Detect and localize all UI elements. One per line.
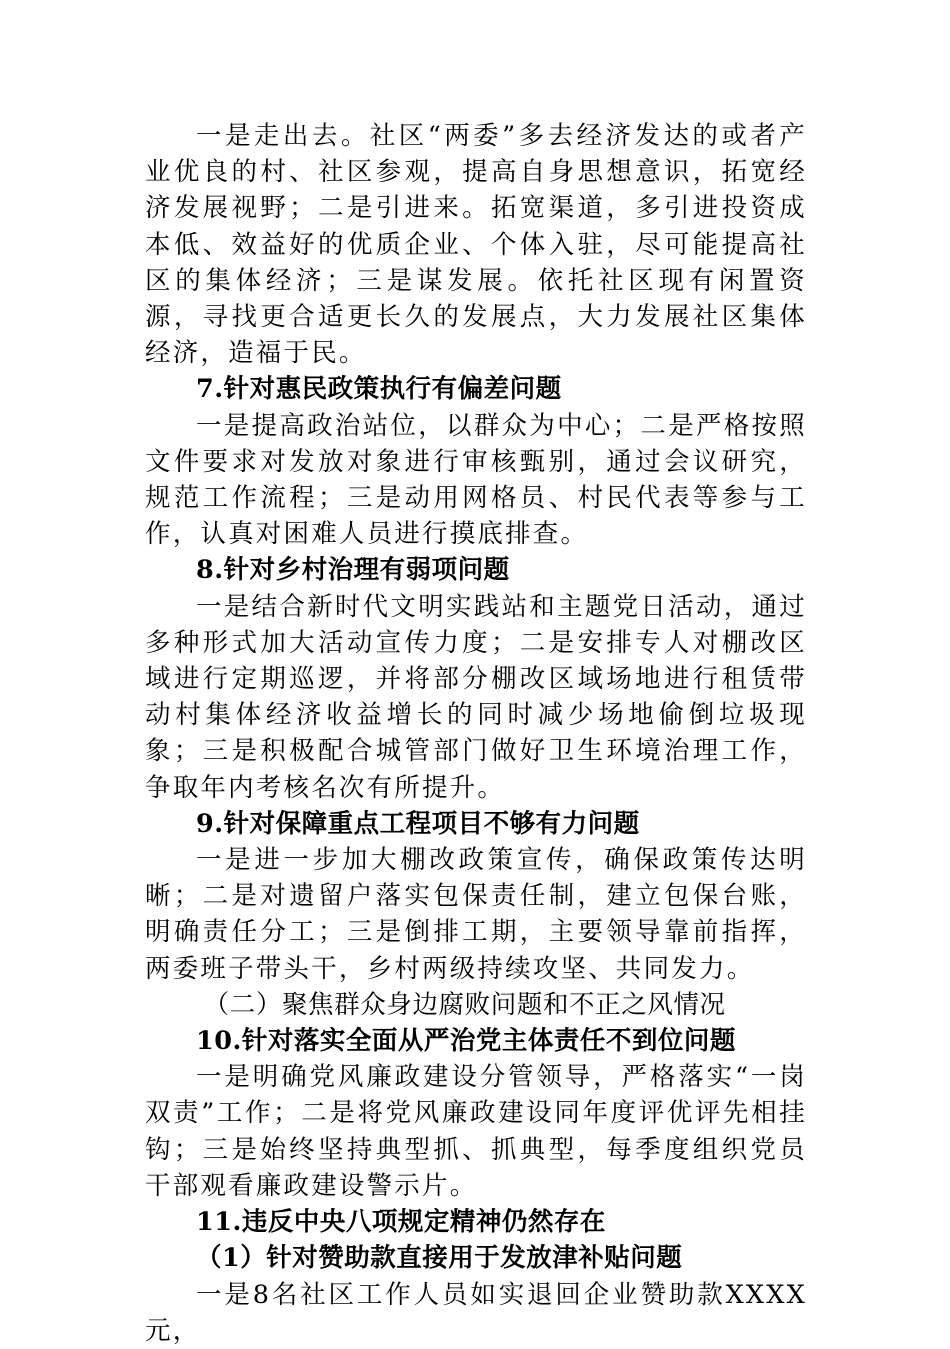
paragraph-governance-measures: 一是结合新时代文明实践站和主题党日活动，通过多种形式加大活动宣传力度；二是安排专人对棚改区域进行定期巡逻，并将部分棚改区域场地进行租赁带动村集体经济收益增长的同时减少场地偷倒垃圾现象；三是积极配合城管部门做好卫生环境治理工作，争取年内考核名次有所提升。 <box>145 591 807 803</box>
heading-10-party-responsibility: 10.针对落实全面从严治党主体责任不到位问题 <box>196 1026 736 1057</box>
paragraph-responsibility-measures: 一是明确党风廉政建设分管领导，严格落实“一岗双责”工作；二是将党风廉政建设同年度评优评先相挂钩；三是始终坚持典型抓、抓典型，每季度组织党员干部观看廉政建设警示片。 <box>145 1062 807 1201</box>
section-title-corruption: （二）聚焦群众身边腐败问题和不正之风情况 <box>203 989 726 1020</box>
document-page <box>145 118 807 1349</box>
paragraph-policy-measures: 一是提高政治站位，以群众为中心；二是严格按照文件要求对发放对象进行审核甄别，通过会议研究，规范工作流程；三是动用网格员、村民代表等参与工作，认真对困难人员进行摸底排查。 <box>145 410 807 550</box>
heading-11-eight-regulations: 11.违反中央八项规定精神仍然存在 <box>196 1207 606 1238</box>
paragraph-project-measures: 一是进一步加大棚改政策宣传，确保政策传达明晰；二是对遗留户落实包保责任制，建立包保台账，明确责任分工；三是倒排工期，主要领导靠前指挥，两委班子带头干，乡村两级持续攻坚、共同发力。 <box>145 845 807 984</box>
paragraph-community-economy: 一是走出去。社区“两委”多去经济发达的或者产业优良的村、社区参观，提高自身思想意识，拓宽经济发展视野；二是引进来。拓宽渠道，多引进投资成本低、效益好的优质企业、个体入驻，尽可能提高社区的集体经济；三是谋发展。依托社区现有闲置资源，寻找更合适更长久的发展点，大力发展社区集体经济，造福于民。 <box>145 121 807 369</box>
heading-7-policy-deviation: 7.针对惠民政策执行有偏差问题 <box>196 374 562 405</box>
heading-11-1-sponsorship-funds: （1）针对赞助款直接用于发放津补贴问题 <box>196 1243 683 1274</box>
paragraph-sponsorship-refund: 一是8名社区工作人员如实退回企业赞助款XXXX元， <box>145 1279 807 1346</box>
heading-9-key-projects: 9.针对保障重点工程项目不够有力问题 <box>196 808 640 839</box>
heading-8-rural-governance: 8.针对乡村治理有弱项问题 <box>196 555 510 586</box>
